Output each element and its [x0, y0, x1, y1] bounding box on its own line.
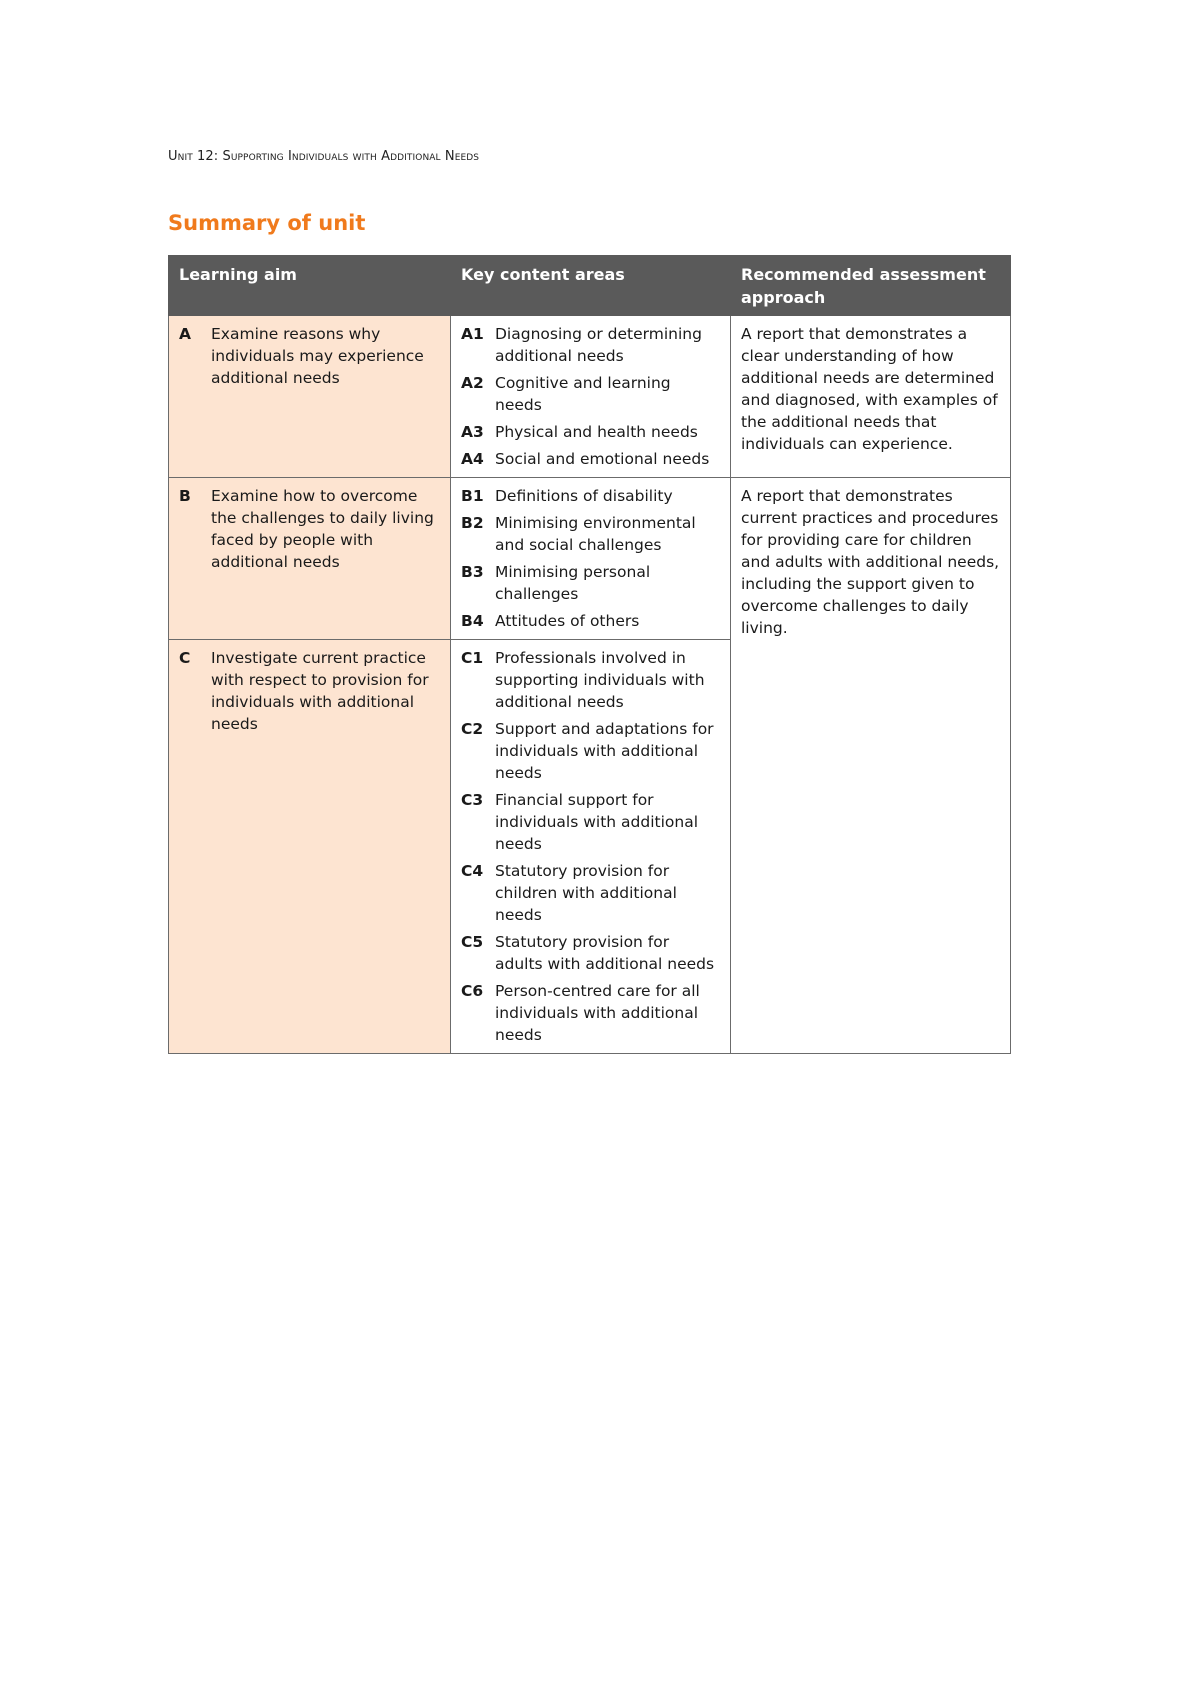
content-area-code: C4 [461, 862, 484, 880]
content-area-item [461, 421, 720, 443]
content-area-item [461, 647, 720, 713]
content-area-code: C2 [461, 720, 484, 738]
content-area-text: Minimising personal challenges [495, 563, 651, 603]
content-area-text: Professionals involved in supporting individuals with additional needs [495, 649, 705, 711]
aim-letter: B [179, 487, 191, 505]
summary-table [168, 255, 1011, 1054]
content-area-item [461, 561, 720, 605]
content-area-code: A4 [461, 450, 484, 468]
content-area-item [461, 931, 720, 975]
content-area-code: B1 [461, 487, 484, 505]
content-area-text: Person-centred care for all individuals with additional needs [495, 982, 700, 1044]
content-area-code: B3 [461, 563, 484, 581]
header-learning-aim: Learning aim [169, 256, 451, 316]
content-areas-cell [451, 478, 731, 640]
learning-aim-cell [169, 640, 451, 1054]
content-area-text: Statutory provision for adults with additional needs [495, 933, 715, 973]
content-area-item [461, 372, 720, 416]
content-area-code: C6 [461, 982, 484, 1000]
content-area-code: C1 [461, 649, 484, 667]
content-area-text: Cognitive and learning needs [495, 374, 671, 414]
content-area-code: B4 [461, 612, 484, 630]
content-area-code: B2 [461, 514, 484, 532]
content-area-code: A2 [461, 374, 484, 392]
content-area-code: C3 [461, 791, 484, 809]
content-area-text: Attitudes of others [495, 612, 640, 630]
content-area-text: Social and emotional needs [495, 450, 710, 468]
assessment-approach-cell: A report that demonstrates a clear understanding of how additional needs are determined and diagnosed, with examples of the additional needs that individuals can experience. [731, 316, 1011, 478]
content-area-item [461, 323, 720, 367]
content-area-text: Support and adaptations for individuals with additional needs [495, 720, 714, 782]
aim-text: Examine reasons why individuals may experience additional needs [211, 325, 424, 387]
content-area-text: Diagnosing or determining additional needs [495, 325, 702, 365]
aim-text: Examine how to overcome the challenges to daily living faced by people with additional needs [211, 487, 434, 571]
content-area-code: A1 [461, 325, 484, 343]
table-row [169, 478, 1011, 640]
content-area-text: Statutory provision for children with additional needs [495, 862, 677, 924]
content-area-item [461, 789, 720, 855]
table-row [169, 316, 1011, 478]
section-title: Summary of unit [168, 211, 366, 235]
content-area-text: Minimising environmental and social challenges [495, 514, 696, 554]
content-area-code: A3 [461, 423, 484, 441]
content-area-item [461, 448, 720, 470]
header-assessment-approach: Recommended assessment approach [731, 256, 1011, 316]
content-area-item [461, 512, 720, 556]
content-area-text: Physical and health needs [495, 423, 698, 441]
content-area-text: Definitions of disability [495, 487, 673, 505]
content-area-item [461, 610, 720, 632]
learning-aim-cell [169, 478, 451, 640]
content-area-item [461, 980, 720, 1046]
aim-text: Investigate current practice with respect to provision for individuals with additional needs [211, 649, 429, 733]
content-area-item [461, 718, 720, 784]
content-area-item [461, 485, 720, 507]
content-area-item [461, 860, 720, 926]
aim-letter: C [179, 649, 191, 667]
learning-aim-cell [169, 316, 451, 478]
content-areas-cell [451, 640, 731, 1054]
content-areas-cell [451, 316, 731, 478]
assessment-approach-cell: A report that demonstrates current practices and procedures for providing care for children and adults with additional needs, including the support given to overcome challenges to daily living. [731, 478, 1011, 1054]
running-head: Unit 12: Supporting Individuals with Additional Needs [168, 149, 480, 164]
aim-letter: A [179, 325, 191, 343]
table-header-row [169, 256, 1011, 316]
content-area-text: Financial support for individuals with additional needs [495, 791, 699, 853]
header-key-content-areas: Key content areas [451, 256, 731, 316]
content-area-code: C5 [461, 933, 484, 951]
